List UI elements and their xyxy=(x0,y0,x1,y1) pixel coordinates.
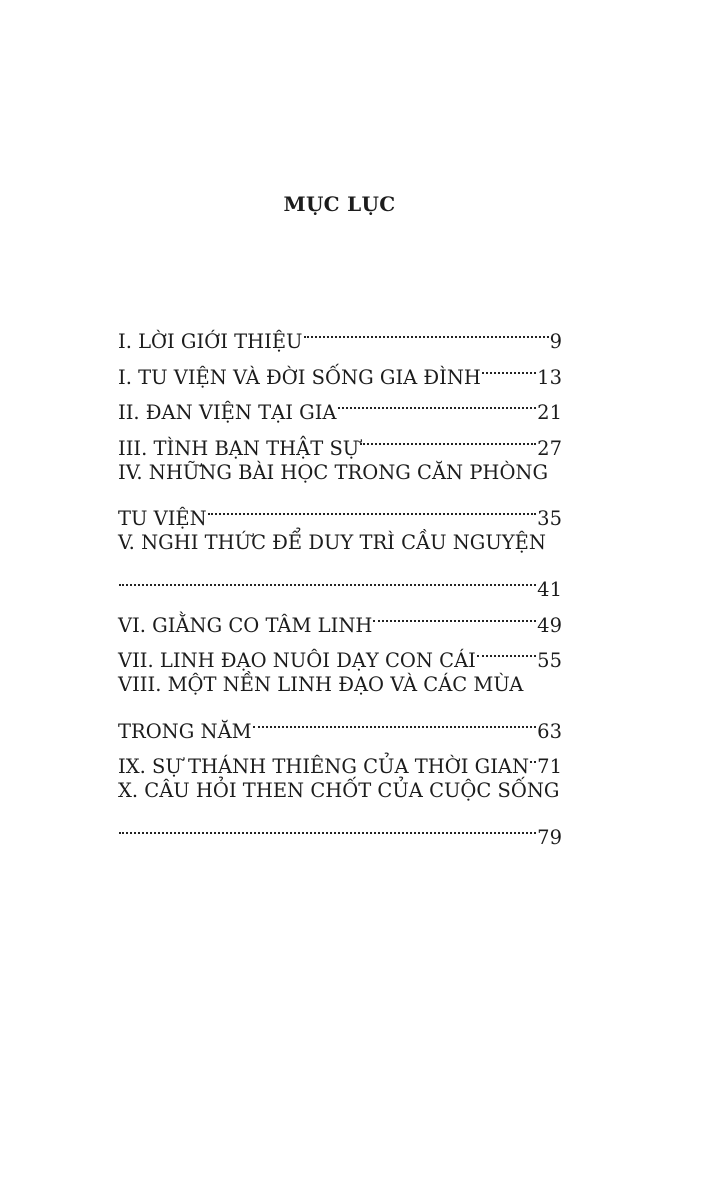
toc-page-number: 13 xyxy=(537,365,562,389)
toc-entry-label: III. TÌNH BẠN THẬT SỰ xyxy=(118,436,360,460)
toc-leader-dots xyxy=(360,419,536,454)
toc-leader-dots xyxy=(338,384,537,419)
toc-leader-dots xyxy=(373,596,536,631)
toc-entry xyxy=(118,525,562,560)
toc-page-number: 71 xyxy=(537,755,562,779)
toc-entry-continuation xyxy=(118,702,562,743)
toc-page-number: 21 xyxy=(537,401,562,425)
toc-entry xyxy=(118,596,562,637)
table-of-contents xyxy=(118,313,562,849)
toc-page-number: 41 xyxy=(537,578,562,602)
toc-entry-continuation-label: TU VIỆN xyxy=(118,507,207,531)
toc-page-number: 27 xyxy=(537,436,562,460)
toc-entry-label: VII. LINH ĐẠO NUÔI DẠY CON CÁI xyxy=(118,648,476,672)
toc-page-number: 49 xyxy=(537,613,562,637)
toc-entry-continuation xyxy=(118,490,562,531)
toc-entry-label: I. LỜI GIỚI THIỆU xyxy=(118,330,303,354)
toc-page-number: 63 xyxy=(537,719,562,743)
toc-leader-dots xyxy=(477,632,536,667)
toc-entry-label: I. TU VIỆN VÀ ĐỜI SỐNG GIA ĐÌNH xyxy=(118,365,481,389)
toc-entry-continuation xyxy=(118,808,562,849)
toc-page-number: 9 xyxy=(549,330,562,354)
toc-leader-dots xyxy=(253,702,537,737)
toc-entry-continuation-label: TRONG NĂM xyxy=(118,719,252,743)
toc-entry-label: II. ĐAN VIỆN TẠI GIA xyxy=(118,401,337,425)
toc-leader-dots xyxy=(304,313,549,348)
toc-entry-label: IV. NHỮNG BÀI HỌC TRONG CĂN PHÒNG xyxy=(118,460,549,484)
toc-page-number: 79 xyxy=(537,825,562,849)
toc-leader-dots xyxy=(482,348,536,383)
toc-entry-label: IX. SỰ THÁNH THIÊNG CỦA THỜI GIAN xyxy=(118,755,530,779)
toc-leader-dots xyxy=(208,490,536,525)
toc-page-number: 55 xyxy=(537,648,562,672)
toc-entry-label: VI. GIẰNG CO TÂM LINH xyxy=(118,613,373,637)
toc-entry xyxy=(118,455,562,490)
toc-entry-label: V. NGHI THỨC ĐỂ DUY TRÌ CẦU NGUYỆN xyxy=(118,531,546,555)
toc-leader-dots xyxy=(119,561,536,596)
toc-leader-dots xyxy=(530,738,536,773)
toc-entry xyxy=(118,773,562,808)
toc-entry xyxy=(118,313,562,354)
toc-entry-continuation xyxy=(118,561,562,602)
toc-leader-dots xyxy=(119,808,536,843)
toc-entry-label: VIII. MỘT NỀN LINH ĐẠO VÀ CÁC MÙA xyxy=(118,672,524,696)
page-title: MỤC LỤC xyxy=(283,192,396,216)
toc-entry xyxy=(118,667,562,702)
toc-entry-label: X. CÂU HỎI THEN CHỐT CỦA CUỘC SỐNG xyxy=(118,779,560,803)
toc-page-number: 35 xyxy=(537,507,562,531)
